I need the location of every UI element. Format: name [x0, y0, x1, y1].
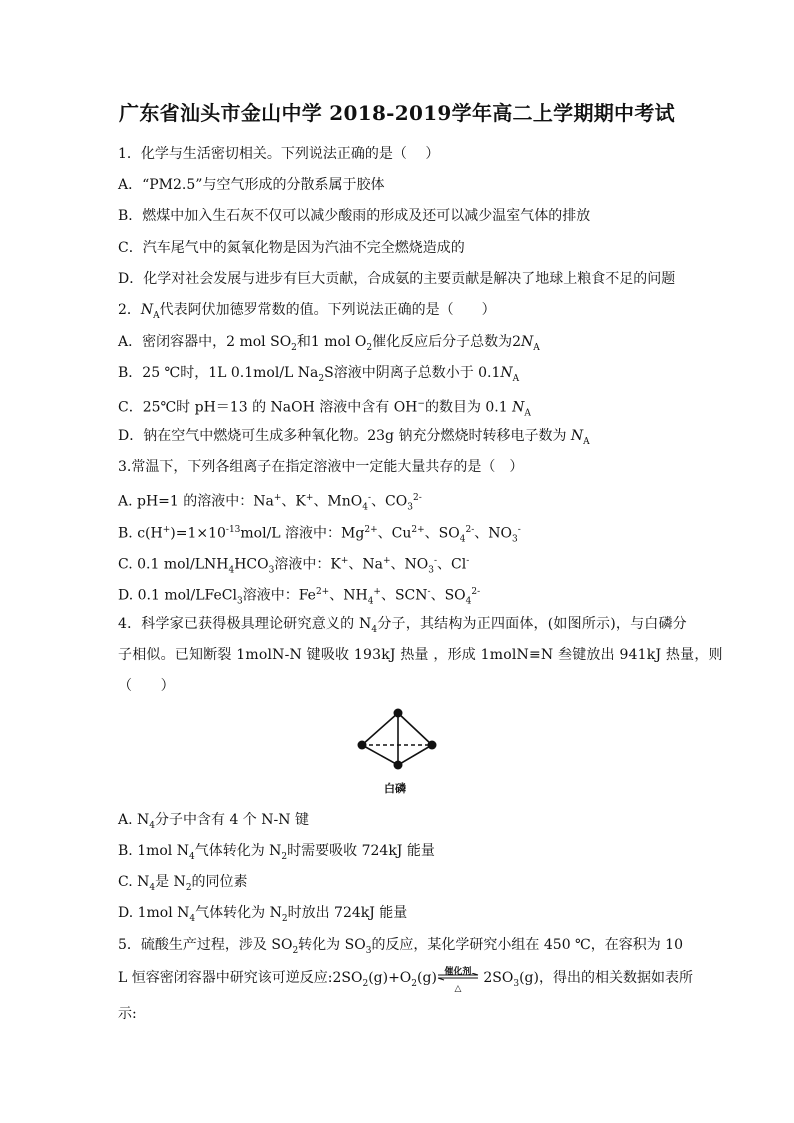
q2-option-a: A．密闭容器中，2 mol $SO_2$和1 mol $O_2$催化反应后分子总数为$2N_A$	[118, 334, 540, 353]
q5-stem-line-2: L 恒容密闭容器中研究该可逆反应$:2SO_2(g)+O_2(g)$ 催化剂 △ $2SO_3(g)$，得出的相关数据如表所	[118, 968, 693, 994]
q5-stem-line-1: 5．硫酸生产过程，涉及 $SO_2$转化为 $SO_3$的反应，某化学研究小组在 450 ℃，在容积为 10	[118, 937, 683, 956]
q4-stem-line-2: 子相似。已知断裂 1molN-N 键吸收 193kJ 热量 ，形成 1molN≡N 叁键放出 941kJ 热量，则	[118, 647, 723, 663]
q5-stem-line-3: 示:	[118, 1006, 137, 1022]
q1-option-d: D．化学对社会发展与进步有巨大贡献，合成氨的主要贡献是解决了地球上粮食不足的问题	[118, 271, 676, 287]
figure-caption: 白磷	[384, 782, 406, 795]
q4-option-b: B. 1mol $N_4$气体转化为 $N_2$时需要吸收 724kJ 能量	[118, 843, 435, 862]
q2-option-b: B．25 ℃时，1L 0.1mol/L $Na_2S$溶液中阴离子总数小于 $0.1N_A$	[118, 365, 520, 384]
q2-option-d: D．钠在空气中燃烧可生成多种氧化物。23g 钠充分燃烧时转移电子数为 $N_A$	[118, 428, 590, 447]
q1-stem: 1．化学与生活密切相关。下列说法正确的是（ ）	[118, 146, 440, 162]
q3-option-c: C. 0.1 mol/$LNH_4HCO_3$溶液中：K+、Na+、$NO_3^-$、Cl-	[118, 556, 470, 576]
q3-stem: 3.常温下，下列各组离子在指定溶液中一定能大量共存的是（ ）	[118, 459, 524, 475]
catalyst-label: 催化剂	[444, 967, 472, 977]
q1-option-a: A．“PM2.5”与空气形成的分散系属于胶体	[118, 177, 385, 193]
q3-option-b: B. $c(H^+)=1\times 10^{-13}mol/L$ 溶液中：$Mg^{2+}$、$Cu^{2+}$、$SO_4^{2-}$、$NO_3^-$	[118, 525, 521, 545]
q1-option-b: B．燃煤中加入生石灰不仅可以减少酸雨的形成及还可以减少温室气体的排放	[118, 208, 591, 224]
q4-option-c: C. $N_4$是 $N_2$的同位素	[118, 874, 248, 893]
q4-stem-line-1: 4．科学家已获得极具理论研究意义的 $N_4$分子，其结构为正四面体，(如图所示)，与白磷分	[118, 616, 687, 635]
heat-label: △	[454, 984, 462, 994]
q2-stem: 2．$N_A$代表阿伏加德罗常数的值。下列说法正确的是（ ）	[118, 302, 496, 321]
equilibrium-arrow	[437, 967, 479, 994]
q1-option-c: C．汽车尾气中的氮氧化物是因为汽油不完全燃烧造成的	[118, 240, 465, 256]
q2-option-c: C．25℃时 pH＝13 的 NaOH 溶液中含有 OH−的数目为 0.1 $N_A$	[118, 399, 531, 419]
q4-option-a: A. $N_4$分子中含有 4 个 N-N 键	[118, 812, 309, 831]
q3-option-d: D. 0.1 mol/LFeCl$_3$溶液中：$Fe^{2+}$、$NH_4^+$、SCN-、$SO_4^{2-}$	[118, 587, 481, 607]
q4-option-d: D. 1mol $N_4$气体转化为 $N_2$时放出 724kJ 能量	[118, 905, 408, 924]
page-title: 广东省汕头市金山中学 2018-2019学年高二上学期期中考试	[119, 101, 675, 125]
q3-option-a: A. pH=1 的溶液中：Na+、K+、MnO$_4$-、$CO_3^{2-}$	[118, 493, 422, 513]
q4-stem-line-3: （ ）	[118, 678, 175, 694]
